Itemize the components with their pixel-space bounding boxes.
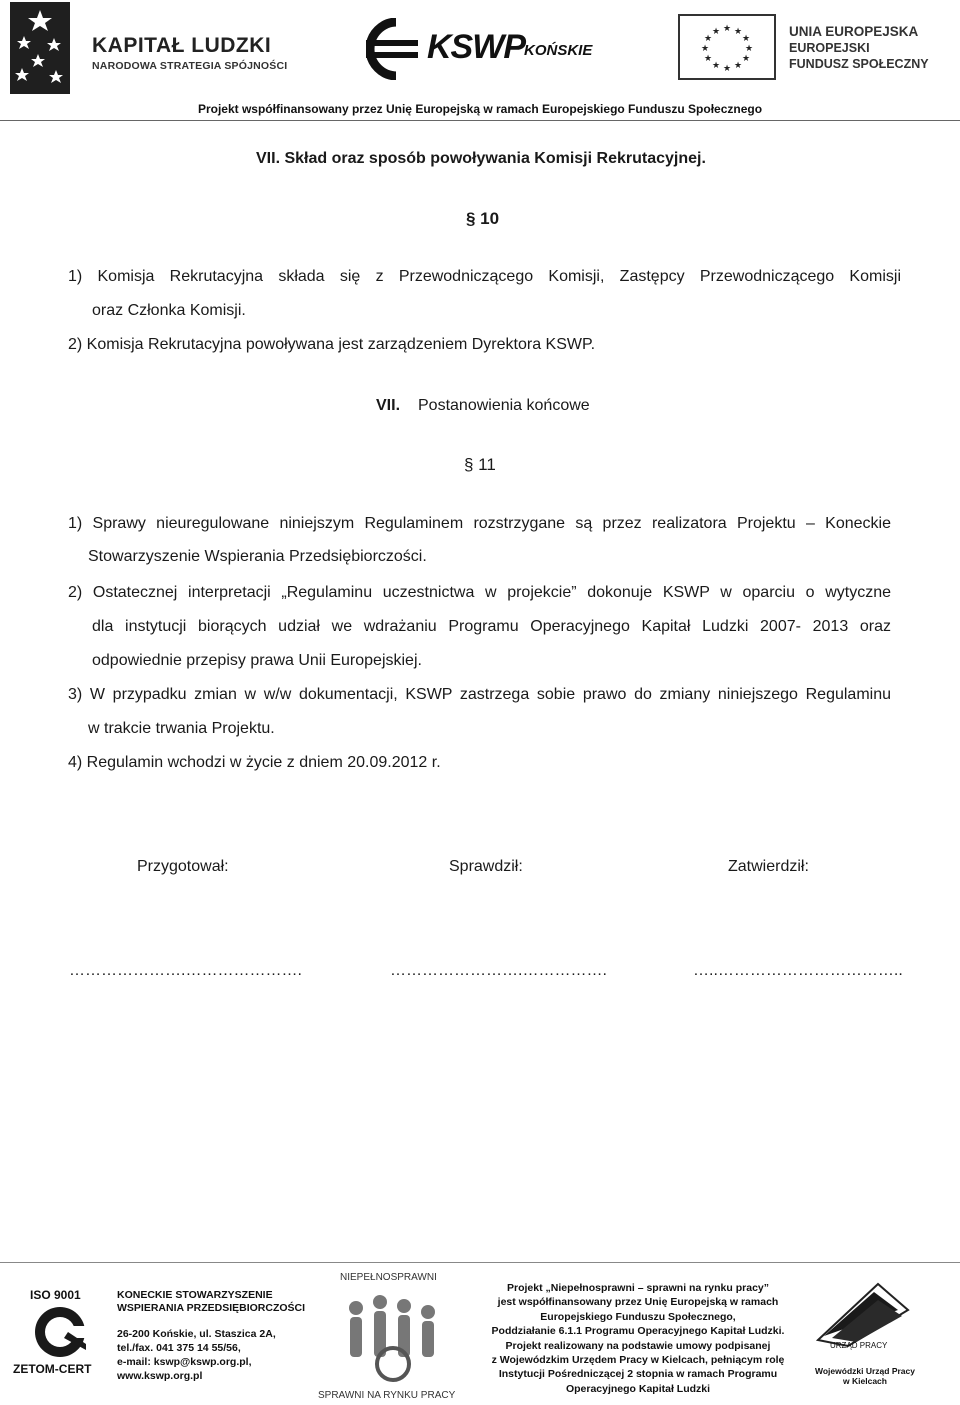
org-email: e-mail: kswp@kswp.org.pl, [117, 1356, 252, 1368]
kswp-logo-icon [366, 18, 428, 80]
zetom-cert-label: ZETOM-CERT [13, 1362, 92, 1376]
final-item-3-line-2: w trakcie trwania Projektu. [88, 720, 275, 737]
iso-label: ISO 9001 [30, 1288, 81, 1302]
eu-fund-line1: EUROPEJSKI [789, 41, 870, 55]
svg-text:★: ★ [703, 34, 713, 44]
org-address: 26-200 Końskie, ul. Staszica 2A, [117, 1328, 276, 1340]
svg-text:★: ★ [741, 34, 751, 44]
committee-item-1-line-1: 1) Komisja Rekrutacyjna składa się z Przewodniczącego Komisji, Zastępcy Przewodniczącego Komisji [68, 268, 901, 285]
eu-fund-line2: FUNDUSZ SPOŁECZNY [789, 57, 929, 71]
committee-item-1-line-2: oraz Członka Komisji. [92, 302, 246, 319]
committee-item-2: 2) Komisja Rekrutacyjna powoływana jest zarządzeniem Dyrektora KSWP. [68, 336, 596, 353]
svg-text:★: ★ [711, 61, 721, 71]
svg-text:★: ★ [700, 44, 710, 54]
svg-text:★: ★ [722, 24, 732, 34]
project-info-line5: Projekt realizowany na podstawie umowy podpisanej [505, 1339, 771, 1352]
signature-line-approved: …..…………………………….. [693, 962, 903, 979]
footer-divider [0, 1262, 960, 1263]
svg-text:★: ★ [733, 27, 743, 37]
section-title-final: Postanowienia końcowe [418, 397, 590, 414]
final-item-3-line-1: 3) W przypadku zmian w w/w dokumentacji, KSWP zastrzega sobie prawo do zmiany niniejszego Regulaminu [68, 686, 891, 703]
header-divider [0, 120, 960, 121]
signature-line-checked: …………………….……………. [390, 962, 607, 979]
final-item-1-line-1: 1) Sprawy nieuregulowane niniejszym Regulaminem rozstrzygane są przez realizatora Projektu – Koneckie [68, 515, 891, 532]
wup-name-line1: Wojewódzki Urząd Pracy [815, 1366, 915, 1376]
kswp-city: KOŃSKIE [524, 42, 593, 59]
zetom-cert-logo-icon [24, 1302, 96, 1362]
section-number: VII. [376, 397, 401, 414]
final-item-4: 4) Regulamin wchodzi w życie z dniem 20.09.2012 r. [68, 754, 441, 771]
signature-prepared-label: Przygotował: [137, 858, 229, 875]
signature-checked-label: Sprawdził: [449, 858, 523, 875]
project-info-line2: jest współfinansowany przez Unię Europejską w ramach [497, 1296, 779, 1309]
signature-approved-label: Zatwierdził: [728, 858, 809, 875]
signature-line-prepared: ………………….…………………. [69, 962, 302, 979]
org-name-line1: KONECKIE STOWARZYSZENIE [117, 1289, 273, 1301]
project-info-line8: Operacyjnego Kapitał Ludzki [565, 1382, 711, 1395]
project-info-line6: z Wojewódzkim Urzędem Pracy w Kielcach, pełniącym rolę [491, 1354, 785, 1367]
np-logo-bottom-text: SPRAWNI NA RYNKU PRACY [318, 1390, 456, 1401]
eu-flag-icon [678, 14, 776, 80]
project-info-line4: Poddziałanie 6.1.1 Programu Operacyjnego Kapitał Ludzki. [491, 1325, 785, 1338]
paragraph-mark-10: § 10 [466, 209, 500, 228]
wup-name-line2: w Kielcach [843, 1376, 887, 1386]
svg-text:★: ★ [722, 64, 732, 74]
kswp-name: KSWP [427, 28, 525, 66]
final-item-2-line-3: odpowiednie przepisy prawa Unii Europejskiej. [92, 652, 422, 669]
urzad-pracy-label: URZĄD PRACY [830, 1341, 888, 1350]
urzad-pracy-icon [808, 1280, 918, 1350]
final-item-2-line-2: dla instytucji biorących udział we wdrażaniu Programu Operacyjnego Kapitał Ludzki 2007- 2013 oraz [92, 618, 891, 635]
paragraph-mark-11: § 11 [464, 455, 496, 474]
svg-text:★: ★ [744, 44, 754, 54]
svg-text:★: ★ [711, 27, 721, 37]
project-info-line3: Europejskiego Funduszu Społecznego, [540, 1310, 736, 1323]
org-phone: tel./fax. 041 375 14 55/56, [117, 1342, 241, 1354]
kapital-ludzki-logo [10, 2, 70, 94]
section-title-committee: VII. Skład oraz sposób powoływania Komisji Rekrutacyjnej. [256, 150, 706, 167]
np-logo-top-text: NIEPEŁNOSPRAWNI [340, 1272, 437, 1283]
eu-title: UNIA EUROPEJSKA [789, 24, 919, 39]
project-info-line1: Projekt „Niepełnosprawni – sprawni na rynku pracy” [507, 1282, 769, 1294]
final-item-1-line-2: Stowarzyszenie Wspierania Przedsiębiorczości. [88, 548, 427, 565]
project-info-line7: Instytucji Pośredniczącej 2 stopnia w ramach Programu [498, 1368, 778, 1381]
svg-text:★: ★ [741, 54, 751, 64]
final-item-2-line-1: 2) Ostatecznej interpretacji „Regulaminu uczestnictwa w projekcie” dokonuje KSWP w oparciu o wytyczne [68, 584, 891, 601]
people-figures-icon [338, 1286, 448, 1386]
org-name-line2: WSPIERANIA PRZEDSIĘBIORCZOŚCI [117, 1302, 306, 1314]
svg-text:★: ★ [703, 54, 713, 64]
svg-text:★: ★ [733, 61, 743, 71]
project-info-block [478, 1281, 798, 1396]
wup-kielce-logo [800, 1280, 930, 1390]
cofinancing-note: Projekt współfinansowany przez Unię Europejską w ramach Europejskiego Funduszu Społecznego [197, 102, 763, 116]
org-website: www.kswp.org.pl [117, 1370, 203, 1382]
kapital-ludzki-subtitle: NARODOWA STRATEGIA SPÓJNOŚCI [92, 60, 288, 72]
niepelnosprawni-project-logo [318, 1270, 468, 1405]
kapital-ludzki-title: KAPITAŁ LUDZKI [92, 34, 272, 57]
